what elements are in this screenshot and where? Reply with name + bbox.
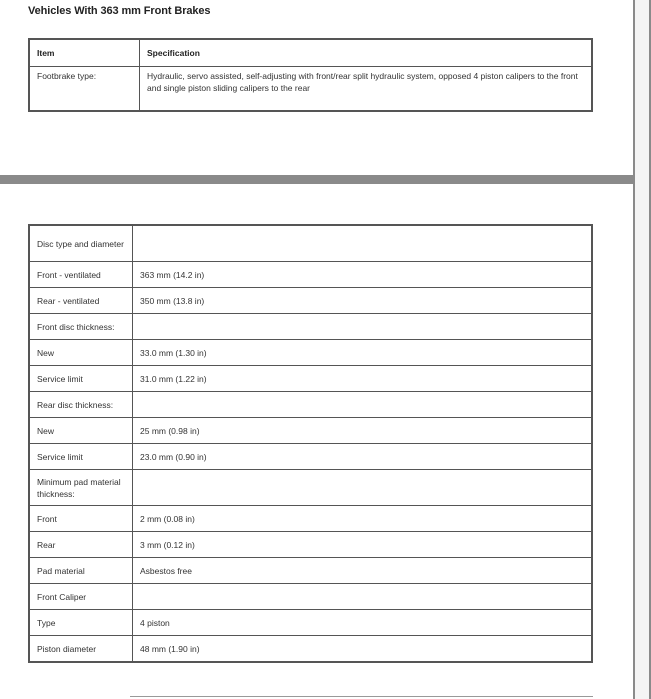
document-page-2	[0, 184, 633, 699]
row-label: Front - ventilated	[29, 262, 133, 288]
row-value: 2 mm (0.08 in)	[133, 506, 593, 532]
row-value: Hydraulic, servo assisted, self-adjusting with front/rear split hydraulic system, opposed 4 piston calipers to the front and single piston sliding calipers to the rear	[140, 67, 593, 112]
row-label: Front disc thickness:	[29, 314, 133, 340]
disc-spec-table	[28, 224, 593, 663]
table-row	[29, 225, 592, 262]
row-label: Footbrake type:	[29, 67, 140, 112]
row-value: Asbestos free	[133, 558, 593, 584]
row-label: Front Caliper	[29, 584, 133, 610]
table-row	[29, 366, 592, 392]
row-value: 350 mm (13.8 in)	[133, 288, 593, 314]
brake-spec-table	[28, 38, 593, 112]
row-label: Pad material	[29, 558, 133, 584]
row-label: Rear	[29, 532, 133, 558]
table-row	[29, 340, 592, 366]
row-value	[133, 225, 593, 262]
divider	[130, 696, 593, 697]
table-row	[29, 558, 592, 584]
row-value: 33.0 mm (1.30 in)	[133, 340, 593, 366]
row-label: New	[29, 418, 133, 444]
table-row	[29, 444, 592, 470]
row-value: 3 mm (0.12 in)	[133, 532, 593, 558]
row-value: 48 mm (1.90 in)	[133, 636, 593, 663]
table-row	[29, 418, 592, 444]
scrollbar-track[interactable]	[633, 0, 651, 699]
row-value	[133, 392, 593, 418]
table-row	[29, 506, 592, 532]
table-row	[29, 636, 592, 663]
row-value	[133, 584, 593, 610]
table-row	[29, 288, 592, 314]
row-label: Rear - ventilated	[29, 288, 133, 314]
table-row	[29, 314, 592, 340]
row-value: 25 mm (0.98 in)	[133, 418, 593, 444]
row-label: New	[29, 340, 133, 366]
row-label: Type	[29, 610, 133, 636]
row-value: 363 mm (14.2 in)	[133, 262, 593, 288]
section-title: Vehicles With 363 mm Front Brakes	[28, 5, 211, 17]
row-label: Disc type and diameter	[29, 225, 133, 262]
row-label: Service limit	[29, 366, 133, 392]
table-header-row	[29, 39, 592, 67]
row-label: Service limit	[29, 444, 133, 470]
row-value: 4 piston	[133, 610, 593, 636]
row-label: Piston diameter	[29, 636, 133, 663]
row-value	[133, 470, 593, 506]
document-page-1	[0, 0, 633, 175]
scrollbar-thumb[interactable]	[635, 0, 649, 699]
table-row	[29, 470, 592, 506]
header-specification: Specification	[140, 39, 593, 67]
row-value: 23.0 mm (0.90 in)	[133, 444, 593, 470]
row-value: 31.0 mm (1.22 in)	[133, 366, 593, 392]
header-item: Item	[29, 39, 140, 67]
row-label: Rear disc thickness:	[29, 392, 133, 418]
table-row	[29, 532, 592, 558]
table-row	[29, 262, 592, 288]
table-row	[29, 610, 592, 636]
row-label: Minimum pad material thickness:	[29, 470, 133, 506]
table-row	[29, 584, 592, 610]
row-value	[133, 314, 593, 340]
table-row	[29, 67, 592, 112]
row-label: Front	[29, 506, 133, 532]
table-row	[29, 392, 592, 418]
